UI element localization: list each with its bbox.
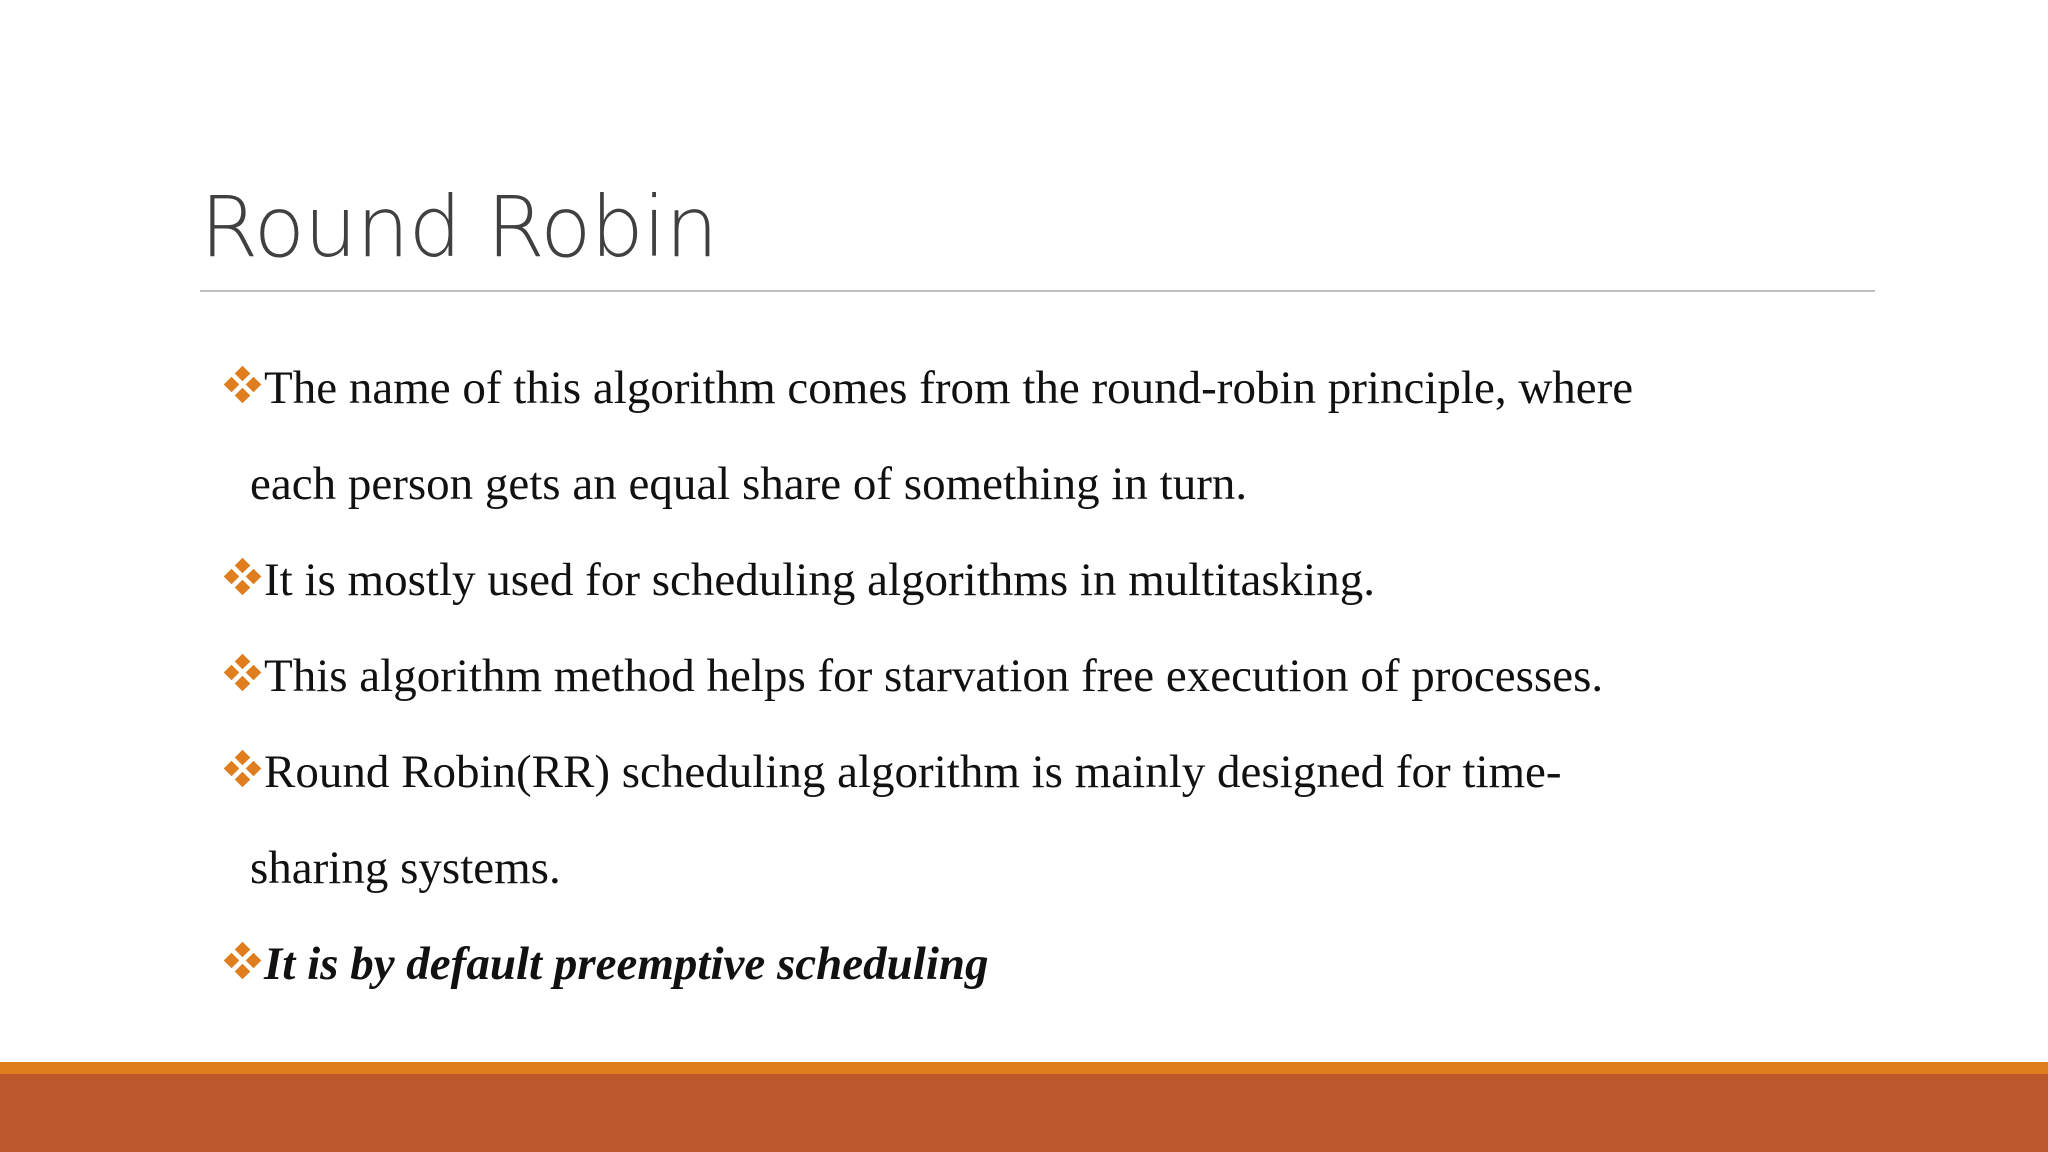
- bullet-text: The name of this algorithm comes from the round-robin principle, where: [264, 362, 1634, 414]
- diamond-cluster-bullet-icon: [222, 366, 264, 406]
- bullet-text-emphasis: It is by default preemptive scheduling: [264, 938, 989, 990]
- bullet-item: [222, 724, 1875, 820]
- footer-accent-stripe: [0, 1062, 2048, 1074]
- footer-bar: [0, 1074, 2048, 1152]
- bullet-text: Round Robin(RR) scheduling algorithm is mainly designed for time-: [264, 746, 1562, 798]
- bullet-continuation: [222, 820, 1875, 916]
- bullet-item: [222, 340, 1875, 436]
- bullet-item: [222, 532, 1875, 628]
- diamond-cluster-bullet-icon: [222, 750, 264, 790]
- bullet-item: [222, 916, 1875, 1012]
- slide-title: Round Robin: [200, 178, 718, 276]
- bullet-text: each person gets an equal share of something in turn.: [250, 458, 1248, 510]
- bullet-text: It is mostly used for scheduling algorithms in multitasking.: [264, 554, 1375, 606]
- bullet-list: [222, 340, 1875, 1012]
- bullet-text: sharing systems.: [250, 842, 561, 894]
- diamond-cluster-bullet-icon: [222, 942, 264, 982]
- bullet-text: This algorithm method helps for starvation free execution of processes.: [264, 650, 1604, 702]
- title-divider: [200, 290, 1875, 292]
- bullet-item: [222, 628, 1875, 724]
- bullet-continuation: [222, 436, 1875, 532]
- diamond-cluster-bullet-icon: [222, 654, 264, 694]
- diamond-cluster-bullet-icon: [222, 558, 264, 598]
